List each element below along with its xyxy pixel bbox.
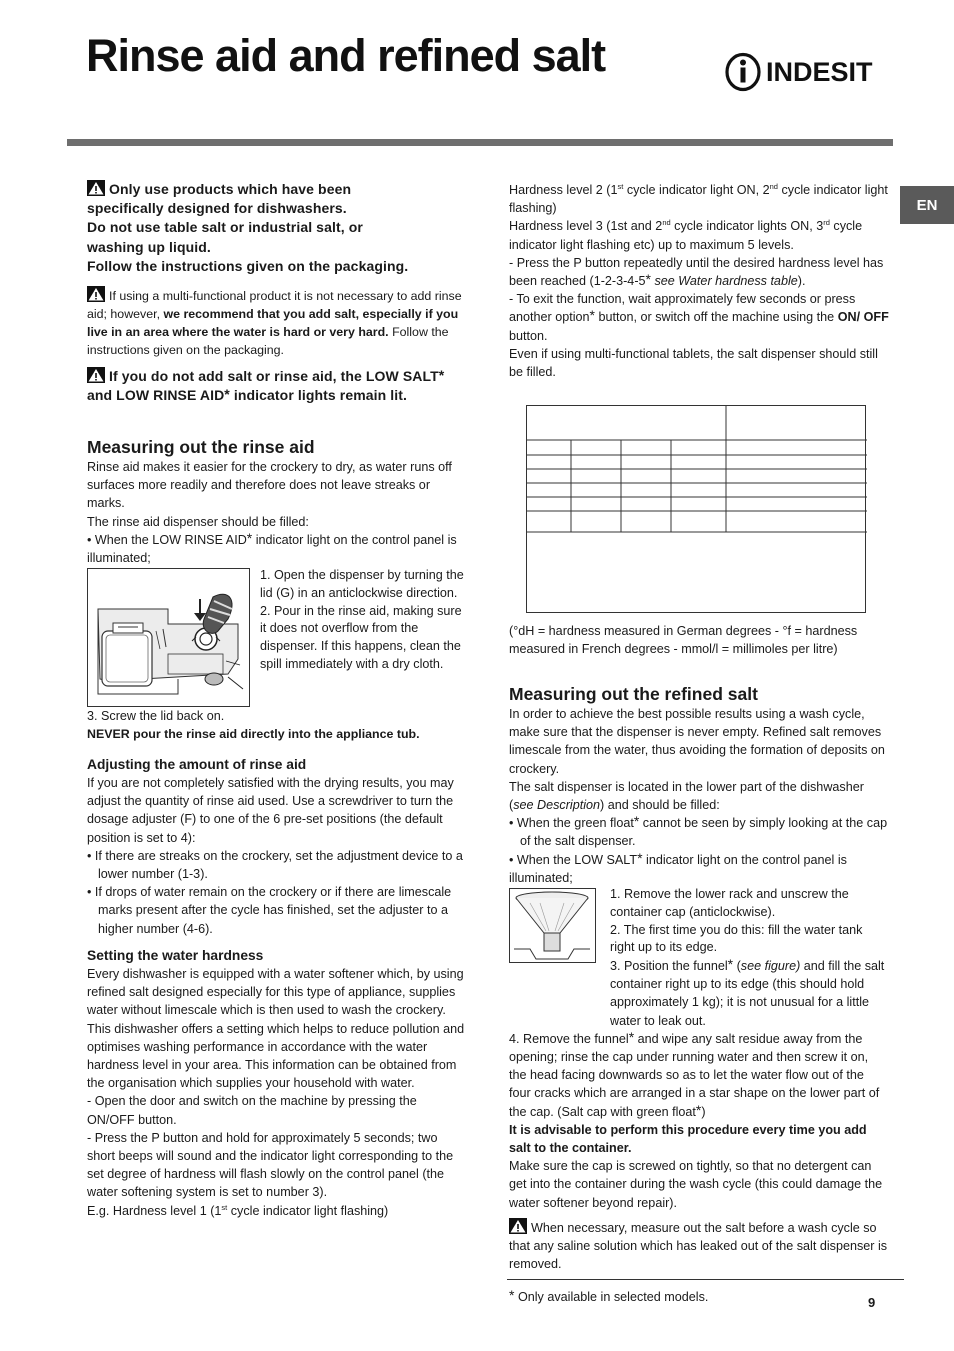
superscript: nd (662, 218, 671, 228)
list-item (509, 814, 889, 850)
funnel-illustration (510, 889, 594, 961)
paragraph: Even if using multi-functional tablets, the salt dispenser should still be filled. (509, 346, 878, 380)
adjust-section (87, 756, 465, 938)
rinse-step: 3. Screw the lid back on. (87, 709, 225, 723)
paragraph (87, 1202, 465, 1220)
text-span: cycle indicator light flashing) (227, 1203, 389, 1218)
asterisk: * (628, 1028, 635, 1045)
text-span: indicator lights remain lit. (229, 387, 408, 404)
text-span: Follow the instructions given on the packaging. (87, 325, 449, 357)
page-number: 9 (868, 1295, 876, 1310)
water-hardness-section (87, 947, 465, 1220)
warning-icon (509, 1218, 527, 1234)
footnote-text: Only available in selected models. (517, 1290, 709, 1304)
indesit-logo-icon (724, 52, 762, 92)
text-span: ) and should be filled: (600, 798, 720, 813)
warning-line: Only use products which have been (109, 181, 352, 197)
paragraph: Rinse aid makes it easier for the crockery to dry, as water runs off surfaces more readily and therefore does not leave streaks or marks. (87, 460, 452, 511)
text-span: - Press the P button repeatedly until the desired hardness level has been reached (1-2-3-4-5 (509, 255, 884, 289)
paragraph: The rinse aid dispenser should be filled: (87, 514, 309, 529)
text-span: E.g. Hardness level 1 (1 (87, 1203, 222, 1218)
superscript: nd (769, 182, 778, 191)
paragraph: In order to achieve the best possible results using a wash cycle, make sure that the dispenser is never empty. Refined salt removes limescale from the water, thus avoiding the formation of deposits on crockery. (509, 707, 885, 776)
salt-step: 2. The first time you do this: fill the water tank right up to its edge. (610, 922, 863, 955)
warning-line: Follow the instructions given on the packaging. (87, 257, 409, 274)
text-span: cycle indicator light flashing etc) up to maximum 5 levels. (509, 219, 863, 252)
salt-continued (509, 957, 889, 1273)
water-hardness-table (526, 405, 866, 613)
paragraph: - Open the door and switch on the machine by pressing the ON/OFF button. (87, 1094, 417, 1127)
paragraph (87, 531, 462, 567)
paragraph (509, 181, 889, 217)
text-span: and LOW RINSE AID (87, 387, 225, 404)
text-italic: see Water hardness table (654, 274, 798, 289)
page-title: Rinse aid and refined salt (86, 30, 606, 81)
rinse-step: 2. Pour in the rinse aid, making sure it does not overflow from the dispenser. If this happens, clean the spill immediately with a dry cloth. (260, 603, 462, 671)
asterisk: * (633, 813, 640, 830)
rinse-steps (260, 567, 465, 674)
text-span: we recommend that you add salt, especially if you live in an area where the water is hard or very hard. (87, 307, 459, 339)
salt-funnel-figure (509, 888, 596, 963)
superscript: st (617, 182, 624, 191)
brand-logo (724, 52, 873, 92)
text-span: cycle indicator lights ON, 3 (670, 219, 824, 234)
asterisk: * (727, 956, 734, 972)
footnote (509, 1287, 709, 1304)
warning-line: specifically designed for dishwashers. (87, 200, 347, 217)
text-span: 3. Position the funnel (610, 959, 728, 973)
salt-step (509, 957, 889, 1030)
text-span: ) (701, 1104, 706, 1119)
text-span: cannot be seen by simply looking at the cap of the salt dispenser. (520, 816, 888, 849)
brand-name: INDESIT (766, 56, 873, 87)
table-grid (527, 406, 867, 614)
warning-icon (87, 180, 105, 196)
section-heading: Measuring out the rinse aid (87, 437, 315, 457)
text-span: 4. Remove the funnel (509, 1031, 629, 1046)
paragraph: (°dH = hardness measured in German degrees - °f = hardness measured in French degrees - mmol/l = millimoles per litre) (509, 624, 858, 657)
text-span: cycle indicator light flashing) (509, 183, 888, 216)
text-span: - To exit the function, wait approximately few seconds or press another option (509, 292, 856, 325)
paragraph (509, 290, 889, 345)
paragraph (509, 254, 889, 290)
list-item: • If drops of water remain on the crockery or if there are limescale marks present after the cycle has finished, set the adjuster to a higher number (4-6). (87, 885, 452, 936)
paragraph: If you are not completely satisfied with the drying results, you may adjust the quantity of rinse aid used. Use a screwdriver to turn the dosage adjuster (F) to one of the 6 pre-set positions (the default position is set to 4): (87, 776, 454, 845)
hardness-levels (509, 181, 889, 381)
asterisk: * (224, 386, 230, 403)
advisory-text: It is advisable to perform this procedure every time you add salt to the container. (509, 1122, 867, 1156)
superscript: st (221, 1202, 228, 1212)
section-heading: Measuring out the refined salt (509, 684, 758, 704)
salt-steps (610, 886, 885, 957)
text-span: The salt dispenser is located in the lower part of the dishwasher ( (509, 779, 864, 813)
text-span: Hardness level 3 (1st and 2 (509, 219, 663, 234)
salt-section (509, 683, 889, 887)
salt-step (509, 1030, 889, 1121)
text-span: If you do not add salt or rinse aid, the LOW SALT (109, 368, 439, 384)
asterisk: * (246, 529, 253, 546)
text-span: • When the LOW SALT (509, 852, 638, 867)
text-span: • When the LOW RINSE AID (87, 532, 247, 547)
warning-icon (87, 367, 105, 383)
footer-rule (507, 1279, 904, 1280)
list-item: • If there are streaks on the crockery, set the adjustment device to a lower number (1-3). (87, 848, 463, 882)
warning-multifunctional (87, 286, 462, 359)
text-span: Hardness level 2 (1 (509, 183, 618, 197)
header-rule (67, 139, 893, 146)
asterisk: * (645, 271, 651, 288)
paragraph: - Press the P button and hold for approximately 5 seconds; two short beeps will sound and the indicator light corresponding to the set degree of hardness will flash slowly on the control panel (the water softening system is set to number 3). (87, 1130, 454, 1200)
paragraph: Make sure the cap is screwed on tightly, so that no detergent can get into the container during the wash cycle (this could damage the water softener beyond repair). (509, 1159, 883, 1210)
rinse-section (87, 436, 462, 567)
rinse-aid-dispenser-figure (87, 568, 250, 707)
dispenser-illustration (88, 569, 248, 705)
asterisk: * (438, 367, 445, 383)
warning-line: Do not use table salt or industrial salt, or (87, 219, 363, 236)
warning-products (87, 180, 462, 276)
asterisk: * (637, 849, 643, 866)
paragraph (509, 778, 889, 814)
rinse-continued (87, 707, 462, 743)
text-span: and wipe any salt residue away from the opening; rinse the cap under running water and then screw it on, the head facing downwards so as to let the water flow out of the four cracks which are arranged in a star shape on the lower part of the cap. (Salt cap with green float (509, 1031, 880, 1119)
subsection-heading: Setting the water hardness (87, 948, 264, 963)
asterisk: * (695, 1101, 702, 1118)
warning-indicator-lights (87, 367, 462, 405)
superscript: rd (823, 218, 830, 228)
list-item (509, 851, 889, 887)
text-italic: see figure) (740, 959, 801, 973)
subsection-heading: Adjusting the amount of rinse aid (87, 757, 307, 772)
units-note (509, 622, 889, 658)
language-tab[interactable]: EN (900, 186, 954, 224)
text-span: indicator light on the control panel is illuminated; (87, 532, 457, 566)
asterisk: * (509, 1287, 515, 1303)
salt-step: 1. Remove the lower rack and unscrew the container cap (anticlockwise). (610, 887, 849, 919)
text-span: and fill the salt container right up to its edge (this should hold approximately 1 kg); it is not unusual for a little water to leak out. (610, 959, 885, 1028)
text-span: ( (733, 959, 741, 973)
text-span: indicator light on the control panel is illuminated; (509, 852, 847, 885)
text-italic: see Description (513, 798, 601, 813)
text-span: ). (797, 274, 806, 289)
warning-icon (87, 286, 105, 302)
warning-line: washing up liquid. (87, 238, 211, 255)
rinse-step: 1. Open the dispenser by turning the lid (G) in an anticlockwise direction. (260, 568, 464, 600)
text-span: If using a multi-functional product it is not necessary to add rinse aid; however, (87, 289, 462, 321)
text-span: button. (509, 328, 548, 343)
paragraph: This dishwasher offers a setting which helps to reduce pollution and optimises washing performance in accordance with the water hardness level in your area. This information can be obtained from the organisation which supplies your household with water. (87, 1021, 465, 1091)
text-span: When necessary, measure out the salt before a wash cycle so that any saline solution which has leaked out of the salt dispenser is removed. (509, 1220, 888, 1272)
asterisk: * (589, 307, 595, 324)
text-span: cycle indicator light ON, 2 (623, 183, 770, 197)
text-bold: ON/ OFF (837, 310, 889, 325)
rinse-warning: NEVER pour the rinse aid directly into the appliance tub. (87, 727, 420, 742)
text-span: • When the green float (509, 816, 634, 831)
text-span: button, or switch off the machine using the (594, 310, 838, 325)
warning-final (509, 1218, 889, 1274)
paragraph: Every dishwasher is equipped with a water softener which, by using refined salt designed especially for this type of appliance, supplies water without limescale which is then used to wash the crockery. (87, 967, 464, 1018)
paragraph (509, 217, 889, 253)
